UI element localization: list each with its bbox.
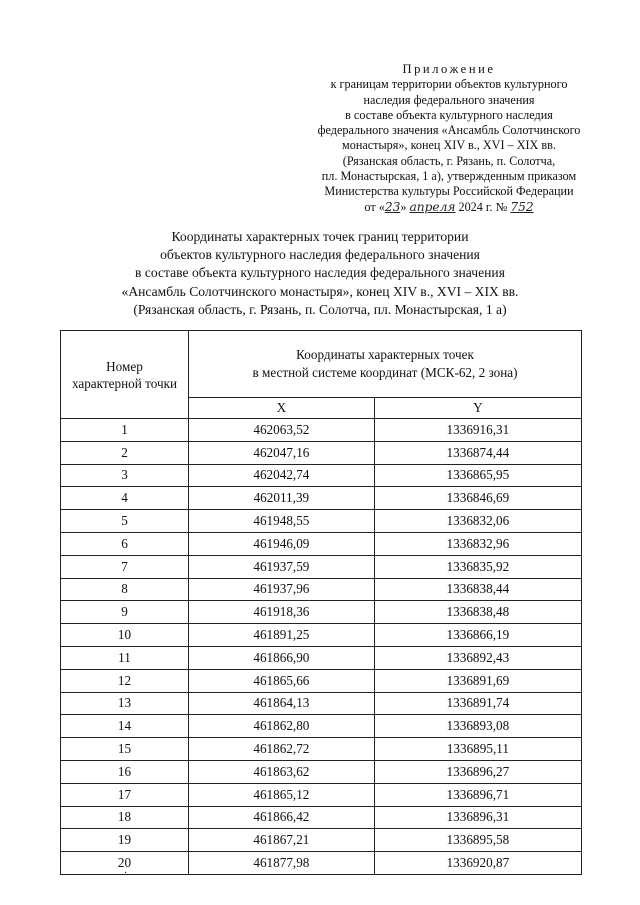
cell-point-number: 10 — [61, 624, 189, 647]
table-row — [61, 624, 582, 647]
cell-x: 461865,66 — [189, 669, 375, 692]
table-row — [61, 601, 582, 624]
cell-point-number: 4 — [61, 487, 189, 510]
footer-mark: · — [124, 868, 128, 879]
cell-x: 461937,59 — [189, 555, 375, 578]
coordinates-table — [60, 330, 582, 875]
cell-y: 1336891,69 — [374, 669, 581, 692]
table-row — [61, 783, 582, 806]
cell-point-number: 19 — [61, 829, 189, 852]
cell-y: 1336920,87 — [374, 852, 581, 875]
appendix-line: в составе объекта культурного наследия — [345, 107, 553, 122]
cell-x: 461867,21 — [189, 829, 375, 852]
appendix-block — [290, 62, 608, 215]
order-month: апреля — [409, 199, 456, 214]
table-row — [61, 419, 582, 442]
cell-point-number: 20 — [61, 852, 189, 875]
appendix-line: федерального значения «Ансамбль Солотчинского — [317, 123, 581, 138]
header-point-number — [61, 331, 189, 419]
title-line: объектов культурного наследия федерального значения — [160, 247, 480, 263]
title-line: (Рязанская область, г. Рязань, п. Солотча, пл. Монастырская, 1 а) — [133, 301, 507, 317]
cell-x: 462011,39 — [189, 487, 375, 510]
table-row — [61, 806, 582, 829]
table-row — [61, 852, 582, 875]
table-row — [61, 669, 582, 692]
cell-y: 1336866,19 — [374, 624, 581, 647]
cell-x: 461866,90 — [189, 646, 375, 669]
table-row — [61, 555, 582, 578]
cell-y: 1336835,92 — [374, 555, 581, 578]
cell-point-number: 15 — [61, 738, 189, 761]
cell-x: 461946,09 — [189, 532, 375, 555]
cell-y: 1336895,11 — [374, 738, 581, 761]
header-y: Y — [374, 398, 581, 419]
cell-y: 1336896,27 — [374, 760, 581, 783]
header-x: X — [189, 398, 375, 419]
cell-point-number: 8 — [61, 578, 189, 601]
cell-y: 1336832,96 — [374, 532, 581, 555]
cell-point-number: 5 — [61, 510, 189, 533]
cell-point-number: 7 — [61, 555, 189, 578]
appendix-heading: Приложение — [402, 62, 496, 76]
cell-x: 461862,72 — [189, 738, 375, 761]
cell-x: 462047,16 — [189, 441, 375, 464]
cell-point-number: 16 — [61, 760, 189, 783]
cell-point-number: 1 — [61, 419, 189, 442]
cell-x: 461948,55 — [189, 510, 375, 533]
table-row — [61, 532, 582, 555]
appendix-line: Министерства культуры Российской Федерации — [324, 184, 574, 199]
cell-y: 1336874,44 — [374, 441, 581, 464]
cell-y: 1336896,71 — [374, 783, 581, 806]
order-suffix: 2024 г. № — [458, 199, 508, 214]
cell-y: 1336846,69 — [374, 487, 581, 510]
appendix-line: наследия федерального значения — [363, 92, 535, 107]
document-title — [60, 228, 580, 319]
cell-point-number: 11 — [61, 646, 189, 669]
cell-y: 1336838,48 — [374, 601, 581, 624]
table-row — [61, 464, 582, 487]
header-point-line: характерной точки — [71, 375, 178, 391]
header-coords-line: в местной системе координат (МСК-62, 2 зона) — [252, 365, 518, 380]
title-line: Координаты характерных точек границ территории — [171, 229, 469, 244]
cell-point-number: 18 — [61, 806, 189, 829]
order-day: 23 — [384, 199, 401, 214]
cell-point-number: 2 — [61, 441, 189, 464]
appendix-line: пл. Монастырская, 1 а), утвержденным приказом — [321, 169, 577, 184]
cell-y: 1336891,74 — [374, 692, 581, 715]
table-body — [61, 419, 582, 875]
cell-point-number: 14 — [61, 715, 189, 738]
table-row — [61, 487, 582, 510]
cell-point-number: 6 — [61, 532, 189, 555]
cell-x: 461865,12 — [189, 783, 375, 806]
cell-x: 461891,25 — [189, 624, 375, 647]
table-row — [61, 760, 582, 783]
cell-y: 1336832,06 — [374, 510, 581, 533]
cell-x: 461918,36 — [189, 601, 375, 624]
cell-point-number: 12 — [61, 669, 189, 692]
table-row — [61, 692, 582, 715]
header-coords-line: Координаты характерных точек — [296, 347, 474, 362]
title-line: «Ансамбль Солотчинского монастыря», конец XIV в., XVI – XIX вв. — [121, 283, 519, 299]
cell-x: 461863,62 — [189, 760, 375, 783]
cell-x: 461937,96 — [189, 578, 375, 601]
cell-x: 461864,13 — [189, 692, 375, 715]
cell-point-number: 3 — [61, 464, 189, 487]
title-line: в составе объекта культурного наследия федерального значения — [135, 265, 505, 281]
header-coordinates — [189, 331, 582, 398]
cell-y: 1336892,43 — [374, 646, 581, 669]
cell-point-number: 13 — [61, 692, 189, 715]
cell-y: 1336896,31 — [374, 806, 581, 829]
cell-x: 462063,52 — [189, 419, 375, 442]
cell-x: 461877,98 — [189, 852, 375, 875]
header-point-line: Номер — [106, 358, 143, 374]
order-number: 752 — [510, 199, 534, 214]
table-row — [61, 715, 582, 738]
table-row — [61, 829, 582, 852]
cell-y: 1336865,95 — [374, 464, 581, 487]
table-row — [61, 646, 582, 669]
table-row — [61, 441, 582, 464]
order-prefix: от « — [364, 199, 385, 214]
order-mid: » — [400, 199, 407, 214]
appendix-line: к границам территории объектов культурного — [330, 77, 568, 92]
order-reference — [290, 200, 608, 215]
cell-x: 461866,42 — [189, 806, 375, 829]
appendix-line: монастыря», конец XIV в., XVI – XIX вв. — [342, 138, 556, 153]
cell-y: 1336838,44 — [374, 578, 581, 601]
cell-y: 1336895,58 — [374, 829, 581, 852]
cell-x: 461862,80 — [189, 715, 375, 738]
cell-y: 1336893,08 — [374, 715, 581, 738]
table-row — [61, 738, 582, 761]
cell-point-number: 17 — [61, 783, 189, 806]
table-row — [61, 510, 582, 533]
appendix-line: (Рязанская область, г. Рязань, п. Солотча, — [342, 153, 556, 168]
cell-y: 1336916,31 — [374, 419, 581, 442]
table-row — [61, 578, 582, 601]
cell-x: 462042,74 — [189, 464, 375, 487]
cell-point-number: 9 — [61, 601, 189, 624]
